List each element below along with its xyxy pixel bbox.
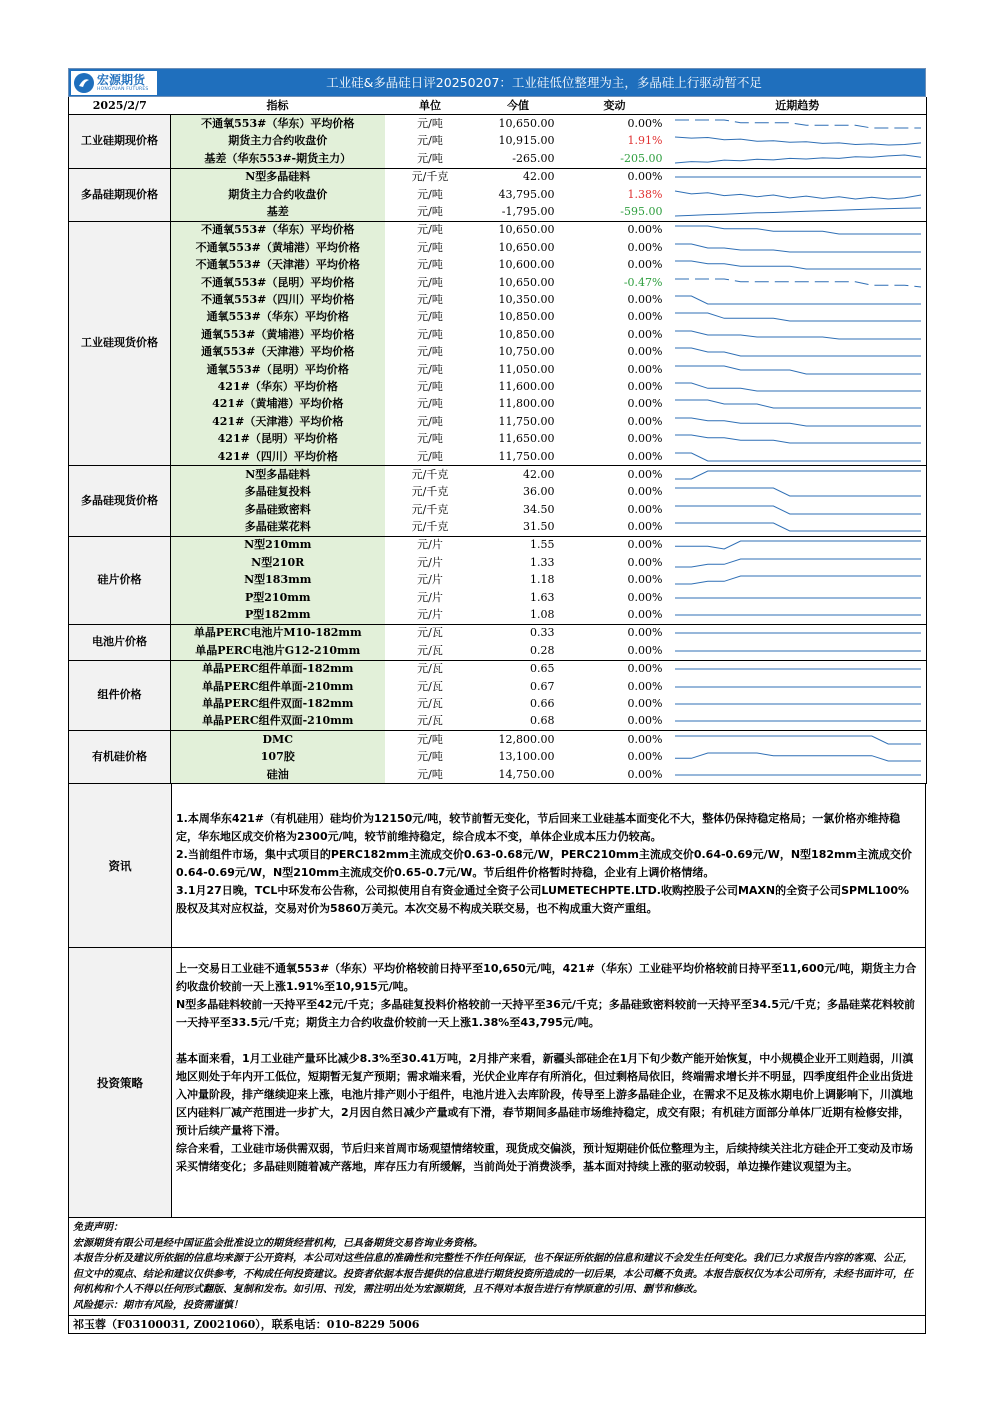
change-value: 1.91% — [627, 134, 663, 148]
trend-sparkline — [669, 430, 927, 447]
trend-sparkline — [669, 606, 927, 624]
sparkline-path — [675, 435, 921, 443]
unit-cell: 元/片 — [417, 573, 443, 587]
sparkline-path — [675, 279, 921, 287]
change-value: 0.00% — [627, 170, 663, 184]
change-value: 0.00% — [627, 750, 663, 764]
today-value: 10,850.00 — [498, 327, 555, 341]
unit-cell: 元/瓦 — [385, 642, 476, 660]
indicator-name: 基差 — [171, 203, 385, 221]
category-label: 多晶硅现货价格 — [69, 466, 171, 537]
change-value: 0.00% — [627, 310, 663, 324]
table-row — [69, 326, 927, 343]
sparkline-path — [675, 471, 921, 479]
table-row — [69, 660, 927, 678]
table-row — [69, 361, 927, 378]
indicator-name: 421#（华东）平均价格 — [171, 378, 385, 395]
indicator-name: 不通氧553#（昆明）平均价格 — [171, 274, 385, 291]
table-row — [69, 186, 927, 203]
trend-sparkline — [669, 396, 927, 413]
indicator-name: N型210R — [171, 554, 385, 571]
today-value: 0.67 — [530, 679, 555, 693]
unit-cell: 元/吨 — [417, 134, 443, 148]
table-row — [69, 748, 927, 765]
sparkline-path — [675, 541, 921, 549]
change-value: 0.00% — [627, 432, 663, 446]
table-row — [69, 150, 927, 168]
change-value: 0.00% — [627, 502, 663, 516]
trend-sparkline — [669, 484, 927, 501]
trend-sparkline — [669, 326, 927, 343]
today-value: 13,100.00 — [498, 750, 555, 764]
report-title: 工业硅&多晶硅日评20250207：工业硅低位整理为主，多晶硅上行驱动暂不足 — [326, 75, 762, 90]
sparkline-path — [675, 523, 921, 531]
report-date: 2025/2/7 — [69, 97, 171, 115]
change-value: 0.00% — [627, 590, 663, 604]
trend-sparkline — [669, 748, 927, 765]
category-label: 组件价格 — [69, 660, 171, 731]
today-value: -1,795.00 — [476, 203, 561, 221]
indicator-name: 不通氧553#（天津港）平均价格 — [171, 257, 385, 274]
table-row — [69, 766, 927, 784]
unit-cell: 元/吨 — [417, 414, 443, 428]
today-value: 10,350.00 — [498, 292, 555, 306]
logo-name-en: HONGYUAN FUTURES — [97, 86, 149, 92]
trend-sparkline — [669, 642, 927, 660]
change-value: 0.00% — [627, 679, 663, 693]
today-value: 10,850.00 — [498, 310, 555, 324]
change-value: 0.00% — [627, 327, 663, 341]
col-today: 今值 — [476, 97, 561, 115]
table-row — [69, 642, 927, 660]
unit-cell: 元/吨 — [417, 397, 443, 411]
strategy-label: 投资策略 — [69, 948, 172, 1217]
unit-cell: 元/吨 — [417, 732, 443, 746]
indicator-name: 不通氧553#（四川）平均价格 — [171, 291, 385, 308]
table-row — [69, 536, 927, 554]
today-value: 1.18 — [530, 573, 555, 587]
trend-sparkline — [669, 678, 927, 695]
table-row — [69, 168, 927, 186]
unit-cell: 元/片 — [385, 606, 476, 624]
indicator-name: 单晶PERC组件单面-182mm — [171, 660, 385, 678]
table-row — [69, 239, 927, 256]
today-value: 10,650.00 — [498, 223, 555, 237]
change-value: 0.00% — [627, 414, 663, 428]
unit-cell: 元/吨 — [417, 345, 443, 359]
col-trend: 近期趋势 — [669, 97, 927, 115]
today-value: 43,795.00 — [498, 187, 555, 201]
indicator-name: 单晶PERC组件双面-210mm — [171, 713, 385, 731]
unit-cell: 元/吨 — [385, 150, 476, 168]
today-value: 1.33 — [530, 555, 555, 569]
change-value: 0.00% — [561, 642, 669, 660]
change-value: 0.00% — [561, 606, 669, 624]
change-value: -595.00 — [561, 203, 669, 221]
indicator-name: 期货主力合约收盘价 — [171, 186, 385, 203]
sparkline-path — [675, 313, 921, 321]
indicator-name: 421#（天津港）平均价格 — [171, 413, 385, 430]
category-label: 有机硅价格 — [69, 731, 171, 784]
indicator-name: N型210mm — [171, 536, 385, 554]
change-value: 1.38% — [627, 187, 663, 201]
indicator-name: 107胶 — [171, 748, 385, 765]
indicator-name: 硅油 — [171, 766, 385, 784]
today-value: 11,800.00 — [498, 397, 555, 411]
indicator-name: 多晶硅致密料 — [171, 501, 385, 518]
indicator-name: 多晶硅菜花料 — [171, 518, 385, 536]
unit-cell: 元/吨 — [417, 750, 443, 764]
unit-cell: 元/吨 — [417, 117, 443, 131]
today-value: 34.50 — [523, 502, 555, 516]
table-row — [69, 291, 927, 308]
indicator-name: 421#（昆明）平均价格 — [171, 430, 385, 447]
trend-sparkline — [669, 660, 927, 678]
table-row — [69, 257, 927, 274]
change-value: 0.00% — [627, 555, 663, 569]
sparkline-path — [675, 226, 921, 234]
sparkline-path — [675, 576, 921, 584]
table-row — [69, 713, 927, 731]
change-value: 0.00% — [627, 117, 663, 131]
news-item: 3.1月27日晚，TCL中环发布公告称，公司拟使用自有资金通过全资子公司LUMETECHPTE.LTD.收购控股子公司MAXN的全资子公司SPML100%股权及其对应权益，交易对价为5860万美元。本次交易不构成关联交易，也不构成重大资产重组。 — [176, 884, 910, 916]
today-value: 1.55 — [530, 538, 555, 552]
trend-sparkline — [669, 343, 927, 360]
trend-sparkline — [669, 501, 927, 518]
today-value: 11,650.00 — [498, 432, 555, 446]
indicator-name: 单晶PERC电池片G12-210mm — [171, 642, 385, 660]
today-value: 42.00 — [523, 170, 555, 184]
unit-cell: 元/千克 — [411, 170, 449, 184]
strategy-section — [68, 948, 926, 1218]
change-value: 0.00% — [627, 292, 663, 306]
trend-sparkline — [669, 589, 927, 606]
unit-cell: 元/瓦 — [385, 713, 476, 731]
change-value: 0.00% — [561, 766, 669, 784]
table-row — [69, 274, 927, 291]
today-value: 0.65 — [530, 662, 555, 676]
table-row — [69, 115, 927, 133]
unit-cell: 元/瓦 — [417, 662, 443, 676]
report-header — [68, 68, 926, 97]
trend-sparkline — [669, 115, 927, 133]
category-label: 硅片价格 — [69, 536, 171, 624]
logo-name-cn: 宏源期货 — [97, 72, 146, 87]
trend-sparkline — [669, 572, 927, 589]
change-value: -205.00 — [561, 150, 669, 168]
sparkline-path — [675, 208, 921, 216]
change-value: 0.00% — [627, 696, 663, 710]
today-value: -265.00 — [476, 150, 561, 168]
today-value: 31.50 — [476, 518, 561, 536]
indicator-name: N型183mm — [171, 572, 385, 589]
trend-sparkline — [669, 766, 927, 784]
col-indicator: 指标 — [171, 97, 385, 115]
sparkline-path — [675, 137, 921, 145]
trend-sparkline — [669, 203, 927, 221]
unit-cell: 元/千克 — [411, 485, 449, 499]
unit-cell: 元/吨 — [385, 766, 476, 784]
analyst-contact: 祁玉蓉（F03100031, Z0021060），联系电话：010-8229 5006 — [68, 1316, 926, 1334]
sparkline-path — [675, 400, 921, 408]
logo-icon — [74, 73, 94, 93]
table-row — [69, 448, 927, 466]
indicator-name: 通氧553#（昆明）平均价格 — [171, 361, 385, 378]
today-value: 36.00 — [523, 485, 555, 499]
sparkline-path — [675, 753, 921, 761]
table-row — [69, 203, 927, 221]
disclaimer — [68, 1218, 926, 1316]
sparkline-path — [675, 155, 921, 163]
table-row — [69, 343, 927, 360]
sparkline-path — [675, 244, 921, 252]
today-value: 0.68 — [476, 713, 561, 731]
table-row — [69, 221, 927, 239]
trend-sparkline — [669, 713, 927, 731]
trend-sparkline — [669, 309, 927, 326]
unit-cell: 元/吨 — [417, 275, 443, 289]
sparkline-path — [675, 366, 921, 374]
today-value: 1.63 — [530, 590, 555, 604]
change-value: 0.00% — [561, 713, 669, 731]
trend-sparkline — [669, 378, 927, 395]
sparkline-path — [675, 120, 921, 128]
indicator-name: 不通氧553#（黄埔港）平均价格 — [171, 239, 385, 256]
disclaimer-line: 宏源期货有限公司是经中国证监会批准设立的期货经营机构，已具备期货交易咨询业务资格。 — [73, 1237, 483, 1249]
today-value: 1.08 — [476, 606, 561, 624]
change-value: 0.00% — [627, 240, 663, 254]
indicator-name: 基差（华东553#-期货主力） — [171, 150, 385, 168]
table-row — [69, 678, 927, 695]
indicator-name: 单晶PERC电池片M10-182mm — [171, 624, 385, 642]
trend-sparkline — [669, 624, 927, 642]
trend-sparkline — [669, 291, 927, 308]
trend-sparkline — [669, 133, 927, 150]
trend-sparkline — [669, 554, 927, 571]
change-value: 0.00% — [627, 485, 663, 499]
news-body — [172, 784, 925, 947]
unit-cell: 元/瓦 — [417, 626, 443, 640]
change-value: 0.00% — [627, 258, 663, 272]
unit-cell: 元/吨 — [417, 327, 443, 341]
today-value: 11,600.00 — [498, 379, 555, 393]
table-row — [69, 378, 927, 395]
today-value: 10,650.00 — [498, 240, 555, 254]
table-row — [69, 430, 927, 447]
unit-cell: 元/片 — [417, 590, 443, 604]
table-row — [69, 572, 927, 589]
today-value: 10,750.00 — [498, 345, 555, 359]
indicator-name: P型182mm — [171, 606, 385, 624]
indicator-name: P型210mm — [171, 589, 385, 606]
indicator-name: 通氧553#（天津港）平均价格 — [171, 343, 385, 360]
table-header-row — [69, 97, 927, 115]
change-value: 0.00% — [627, 626, 663, 640]
indicator-name: 单晶PERC组件单面-210mm — [171, 678, 385, 695]
today-value: 0.66 — [530, 696, 555, 710]
sparkline-path — [675, 488, 921, 496]
disclaimer-title: 免责声明： — [73, 1222, 123, 1234]
sparkline-path — [675, 296, 921, 304]
indicator-name: N型多晶硅料 — [171, 466, 385, 484]
today-value: 0.33 — [530, 626, 555, 640]
unit-cell: 元/瓦 — [417, 696, 443, 710]
indicator-name: 不通氧553#（华东）平均价格 — [171, 221, 385, 239]
trend-sparkline — [669, 221, 927, 239]
risk-warning: 风险提示：期市有风险，投资需谨慎！ — [73, 1299, 243, 1311]
unit-cell: 元/千克 — [411, 467, 449, 481]
trend-sparkline — [669, 186, 927, 203]
category-label: 多晶硅期现价格 — [69, 168, 171, 221]
unit-cell: 元/千克 — [411, 502, 449, 516]
unit-cell: 元/吨 — [417, 362, 443, 376]
sparkline-path — [675, 453, 921, 461]
news-item: 1.本周华东421#（有机硅用）硅均价为12150元/吨，较节前暂无变化，节后回来工业硅基本面变化不大，整体仍保持稳定格局；一氯价格亦维持稳定，华东地区成交价格为2300元/吨，较节前维持稳定，综合成本不变，单体企业成本压力仍较高。 — [176, 812, 901, 844]
news-label: 资讯 — [69, 784, 172, 947]
unit-cell: 元/片 — [417, 555, 443, 569]
change-value: 0.00% — [627, 573, 663, 587]
table-row — [69, 396, 927, 413]
company-logo — [71, 71, 157, 95]
change-value: 0.00% — [627, 662, 663, 676]
sparkline-path — [675, 331, 921, 339]
price-table — [68, 97, 927, 784]
indicator-name: 通氧553#（黄埔港）平均价格 — [171, 326, 385, 343]
strategy-spacer — [176, 1032, 919, 1050]
change-value: 0.00% — [627, 223, 663, 237]
strategy-body — [172, 948, 925, 1217]
sparkline-path — [675, 559, 921, 567]
table-row — [69, 624, 927, 642]
today-value: 11,050.00 — [498, 362, 555, 376]
table-row — [69, 484, 927, 501]
table-row — [69, 695, 927, 712]
sparkline-path — [675, 191, 921, 199]
table-row — [69, 413, 927, 430]
trend-sparkline — [669, 361, 927, 378]
table-row — [69, 606, 927, 624]
table-row — [69, 518, 927, 536]
sparkline-path — [675, 506, 921, 514]
today-value: 10,600.00 — [498, 258, 555, 272]
trend-sparkline — [669, 413, 927, 430]
indicator-name: 多晶硅复投料 — [171, 484, 385, 501]
unit-cell: 元/吨 — [417, 292, 443, 306]
change-value: 0.00% — [627, 345, 663, 359]
unit-cell: 元/吨 — [417, 240, 443, 254]
trend-sparkline — [669, 536, 927, 554]
table-row — [69, 501, 927, 518]
unit-cell: 元/片 — [417, 538, 443, 552]
sparkline-path — [675, 736, 921, 744]
change-value: 0.00% — [627, 467, 663, 481]
change-value: 0.00% — [627, 732, 663, 746]
today-value: 42.00 — [523, 467, 555, 481]
news-section — [68, 784, 926, 948]
trend-sparkline — [669, 168, 927, 186]
indicator-name: 421#（黄埔港）平均价格 — [171, 396, 385, 413]
today-value: 11,750.00 — [476, 448, 561, 466]
table-row — [69, 589, 927, 606]
sparkline-path — [675, 348, 921, 356]
indicator-name: 期货主力合约收盘价 — [171, 133, 385, 150]
strategy-paragraph: 上一交易日工业硅不通氧553#（华东）平均价格较前日持平至10,650元/吨，421#（华东）工业硅平均价格较前日持平至11,600元/吨，期货主力合约收盘价较前一天上涨1.91%至10,915元/吨。 — [176, 962, 917, 994]
trend-sparkline — [669, 695, 927, 712]
trend-sparkline — [669, 518, 927, 536]
unit-cell: 元/吨 — [417, 432, 443, 446]
table-row — [69, 554, 927, 571]
change-value: 0.00% — [627, 362, 663, 376]
today-value: 10,650.00 — [498, 275, 555, 289]
strategy-paragraph: 综合来看，工业硅市场供需双弱，节后归来首周市场观望情绪较重，现货成交偏淡，预计短期硅价低位整理为主，后续持续关注北方硅企开工变动及市场采买情绪变化；多晶硅则随着减产落地，库存压力有所缓解，当前尚处于消费淡季，基本面对持续上涨的驱动较弱，单边操作建议观望为主。 — [176, 1142, 913, 1174]
indicator-name: 通氧553#（华东）平均价格 — [171, 309, 385, 326]
table-row — [69, 466, 927, 484]
table-row — [69, 133, 927, 150]
trend-sparkline — [669, 448, 927, 466]
indicator-name: DMC — [171, 731, 385, 749]
today-value: 10,915.00 — [498, 134, 555, 148]
today-value: 0.28 — [476, 642, 561, 660]
table-row — [69, 731, 927, 749]
unit-cell: 元/吨 — [417, 223, 443, 237]
col-change: 变动 — [561, 97, 669, 115]
change-value: -0.47% — [623, 275, 663, 289]
sparkline-path — [675, 383, 921, 391]
table-row — [69, 309, 927, 326]
today-value: 14,750.00 — [476, 766, 561, 784]
trend-sparkline — [669, 466, 927, 484]
sparkline-path — [675, 418, 921, 426]
disclaimer-line: 本报告分析及建议所依据的信息均来源于公开资料，本公司对这些信息的准确性和完整性不作任何保证，也不保证所依据的信息和建议不会发生任何变化。我们已力求报告内容的客观、公正，但文中的观点、结论和建议仅供参考，不构成任何投资建议。投资者依据本报告提供的信息进行期货投资所造成的一切后果，本公司概不负责。本报告版权仅为本公司所有，未经书面许可，任何机构和个人不得以任何形式翻版、复制和发布。如引用、刊发，需注明出处为宏源期货，且不得对本报告进行有悖原意的引用、删节和修改。 — [73, 1253, 913, 1296]
change-value: 0.00% — [561, 518, 669, 536]
unit-cell: 元/吨 — [417, 187, 443, 201]
category-label: 工业硅现货价格 — [69, 221, 171, 465]
indicator-name: 不通氧553#（华东）平均价格 — [171, 115, 385, 133]
strategy-paragraph: N型多晶硅料较前一天持平至42元/千克；多晶硅复投料价格较前一天持平至36元/千克；多晶硅致密料较前一天持平至34.5元/千克；多晶硅菜花料较前一天持平至33.5元/千克；期货主力合约收盘价较前一天上涨1.38%至43,795元/吨。 — [176, 998, 916, 1030]
change-value: 0.00% — [627, 397, 663, 411]
unit-cell: 元/吨 — [385, 448, 476, 466]
indicator-name: 单晶PERC组件双面-182mm — [171, 695, 385, 712]
indicator-name: N型多晶硅料 — [171, 168, 385, 186]
sparkline-path — [675, 261, 921, 269]
trend-sparkline — [669, 150, 927, 168]
unit-cell: 元/吨 — [417, 379, 443, 393]
unit-cell: 元/千克 — [385, 518, 476, 536]
today-value: 12,800.00 — [498, 732, 555, 746]
trend-sparkline — [669, 257, 927, 274]
today-value: 11,750.00 — [498, 414, 555, 428]
change-value: 0.00% — [627, 379, 663, 393]
unit-cell: 元/瓦 — [417, 679, 443, 693]
category-label: 工业硅期现价格 — [69, 115, 171, 168]
today-value: 10,650.00 — [498, 117, 555, 131]
change-value: 0.00% — [561, 448, 669, 466]
trend-sparkline — [669, 239, 927, 256]
change-value: 0.00% — [627, 538, 663, 552]
trend-sparkline — [669, 731, 927, 749]
indicator-name: 421#（四川）平均价格 — [171, 448, 385, 466]
category-label: 电池片价格 — [69, 624, 171, 660]
unit-cell: 元/吨 — [417, 310, 443, 324]
news-item: 2.当前组件市场，集中式项目的PERC182mm主流成交价0.63-0.68元/W，PERC210mm主流成交价0.64-0.69元/W，N型182mm主流成交价0.64-0.69元/W，N型210mm主流成交价0.65-0.7元/W。节后组件价格暂时持稳，企业有上调价格情绪。 — [176, 848, 912, 880]
trend-sparkline — [669, 274, 927, 291]
unit-cell: 元/吨 — [385, 203, 476, 221]
strategy-paragraph: 基本面来看，1月工业硅产量环比减少8.3%至30.41万吨，2月排产来看，新疆头部硅企在1月下旬少数产能开始恢复，中小规模企业开工则趋弱，川滇地区则处于年内开工低位，短期暂无复产预期；需求端来看，光伏企业库存有所消化，但过剩格局依旧，终端需求增长并不明显，四季度组件企业出货进入冲量阶段，排产继续迎来上涨，电池片排产则小于组件，电池片进入去库阶段，传导至上游多晶硅企业，在需求不足及栋水期电价上调影响下，川滇地区内硅料厂减产范围进一步扩大，2月因自然日减少产量或有下滑，春节期间多晶硅市场维持稳定，成交有限；有机硅方面部分单体厂近期有检修安排，预计后续产量将下滑。 — [176, 1052, 914, 1138]
unit-cell: 元/吨 — [417, 258, 443, 272]
col-unit: 单位 — [385, 97, 476, 115]
